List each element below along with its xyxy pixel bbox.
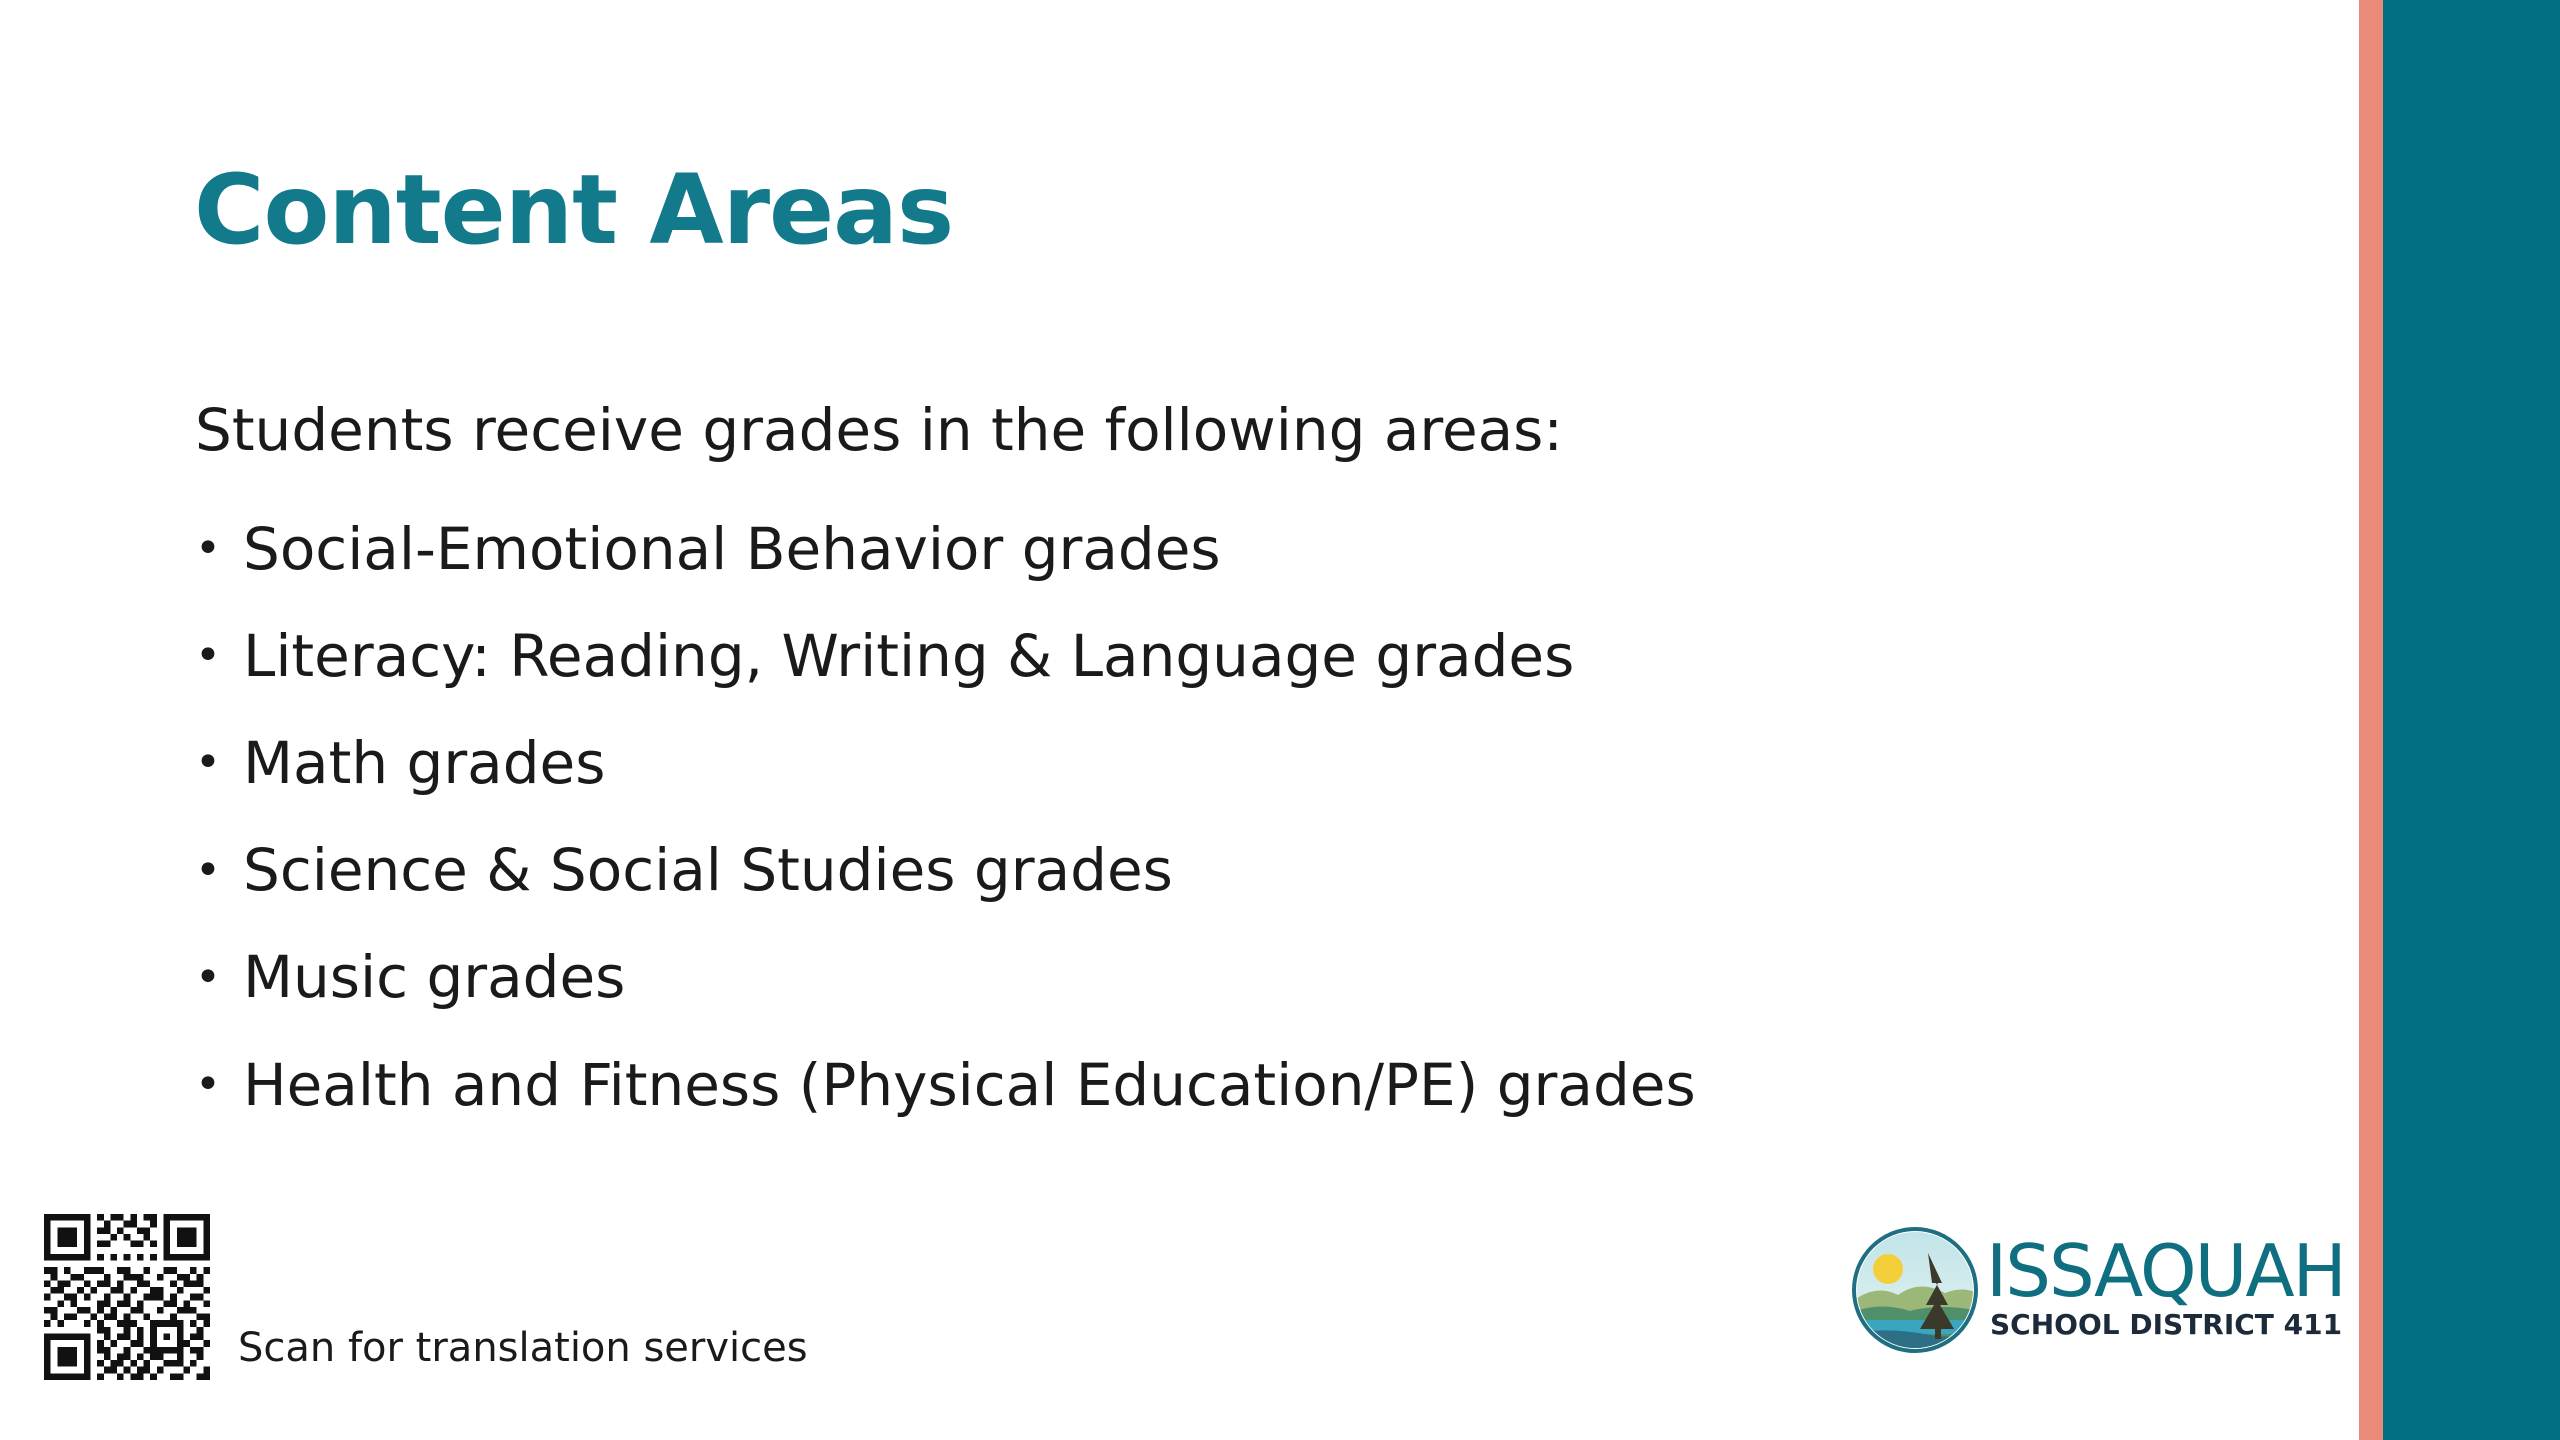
list-item (195, 817, 1696, 924)
list-item (195, 709, 1696, 816)
bullet-icon: • (195, 630, 221, 682)
qr-caption: Scan for translation services (238, 1325, 808, 1371)
list-item-text: Social-Emotional Behavior grades (243, 514, 1221, 583)
list-item-text: Math grades (243, 728, 606, 797)
list-item-text: Science & Social Studies grades (243, 836, 1173, 905)
bullet-icon: • (195, 737, 221, 789)
logo-name: ISSAQUAH (1986, 1229, 2345, 1313)
bullet-icon: • (195, 523, 221, 575)
list-item (195, 495, 1696, 602)
content-areas-list (195, 495, 1696, 1138)
intro-text: Students receive grades in the following areas: (195, 396, 1563, 464)
bullet-icon: • (195, 1059, 221, 1111)
qr-code-icon (44, 1214, 210, 1380)
slide-title: Content Areas (194, 154, 954, 266)
district-logo (1850, 1225, 2345, 1365)
bullet-icon: • (195, 951, 221, 1003)
list-item-text: Literacy: Reading, Writing & Language grades (243, 621, 1575, 690)
teal-accent-stripe (2383, 0, 2560, 1440)
list-item-text: Health and Fitness (Physical Education/PE) grades (243, 1050, 1696, 1119)
list-item (195, 1031, 1696, 1138)
tree-landscape-emblem-icon (1850, 1225, 1980, 1355)
list-item (195, 602, 1696, 709)
logo-subtitle: SCHOOL DISTRICT 411 (1990, 1308, 2343, 1341)
bullet-icon: • (195, 844, 221, 896)
list-item-text: Music grades (243, 943, 626, 1012)
list-item (195, 924, 1696, 1031)
coral-accent-stripe (2359, 0, 2383, 1440)
